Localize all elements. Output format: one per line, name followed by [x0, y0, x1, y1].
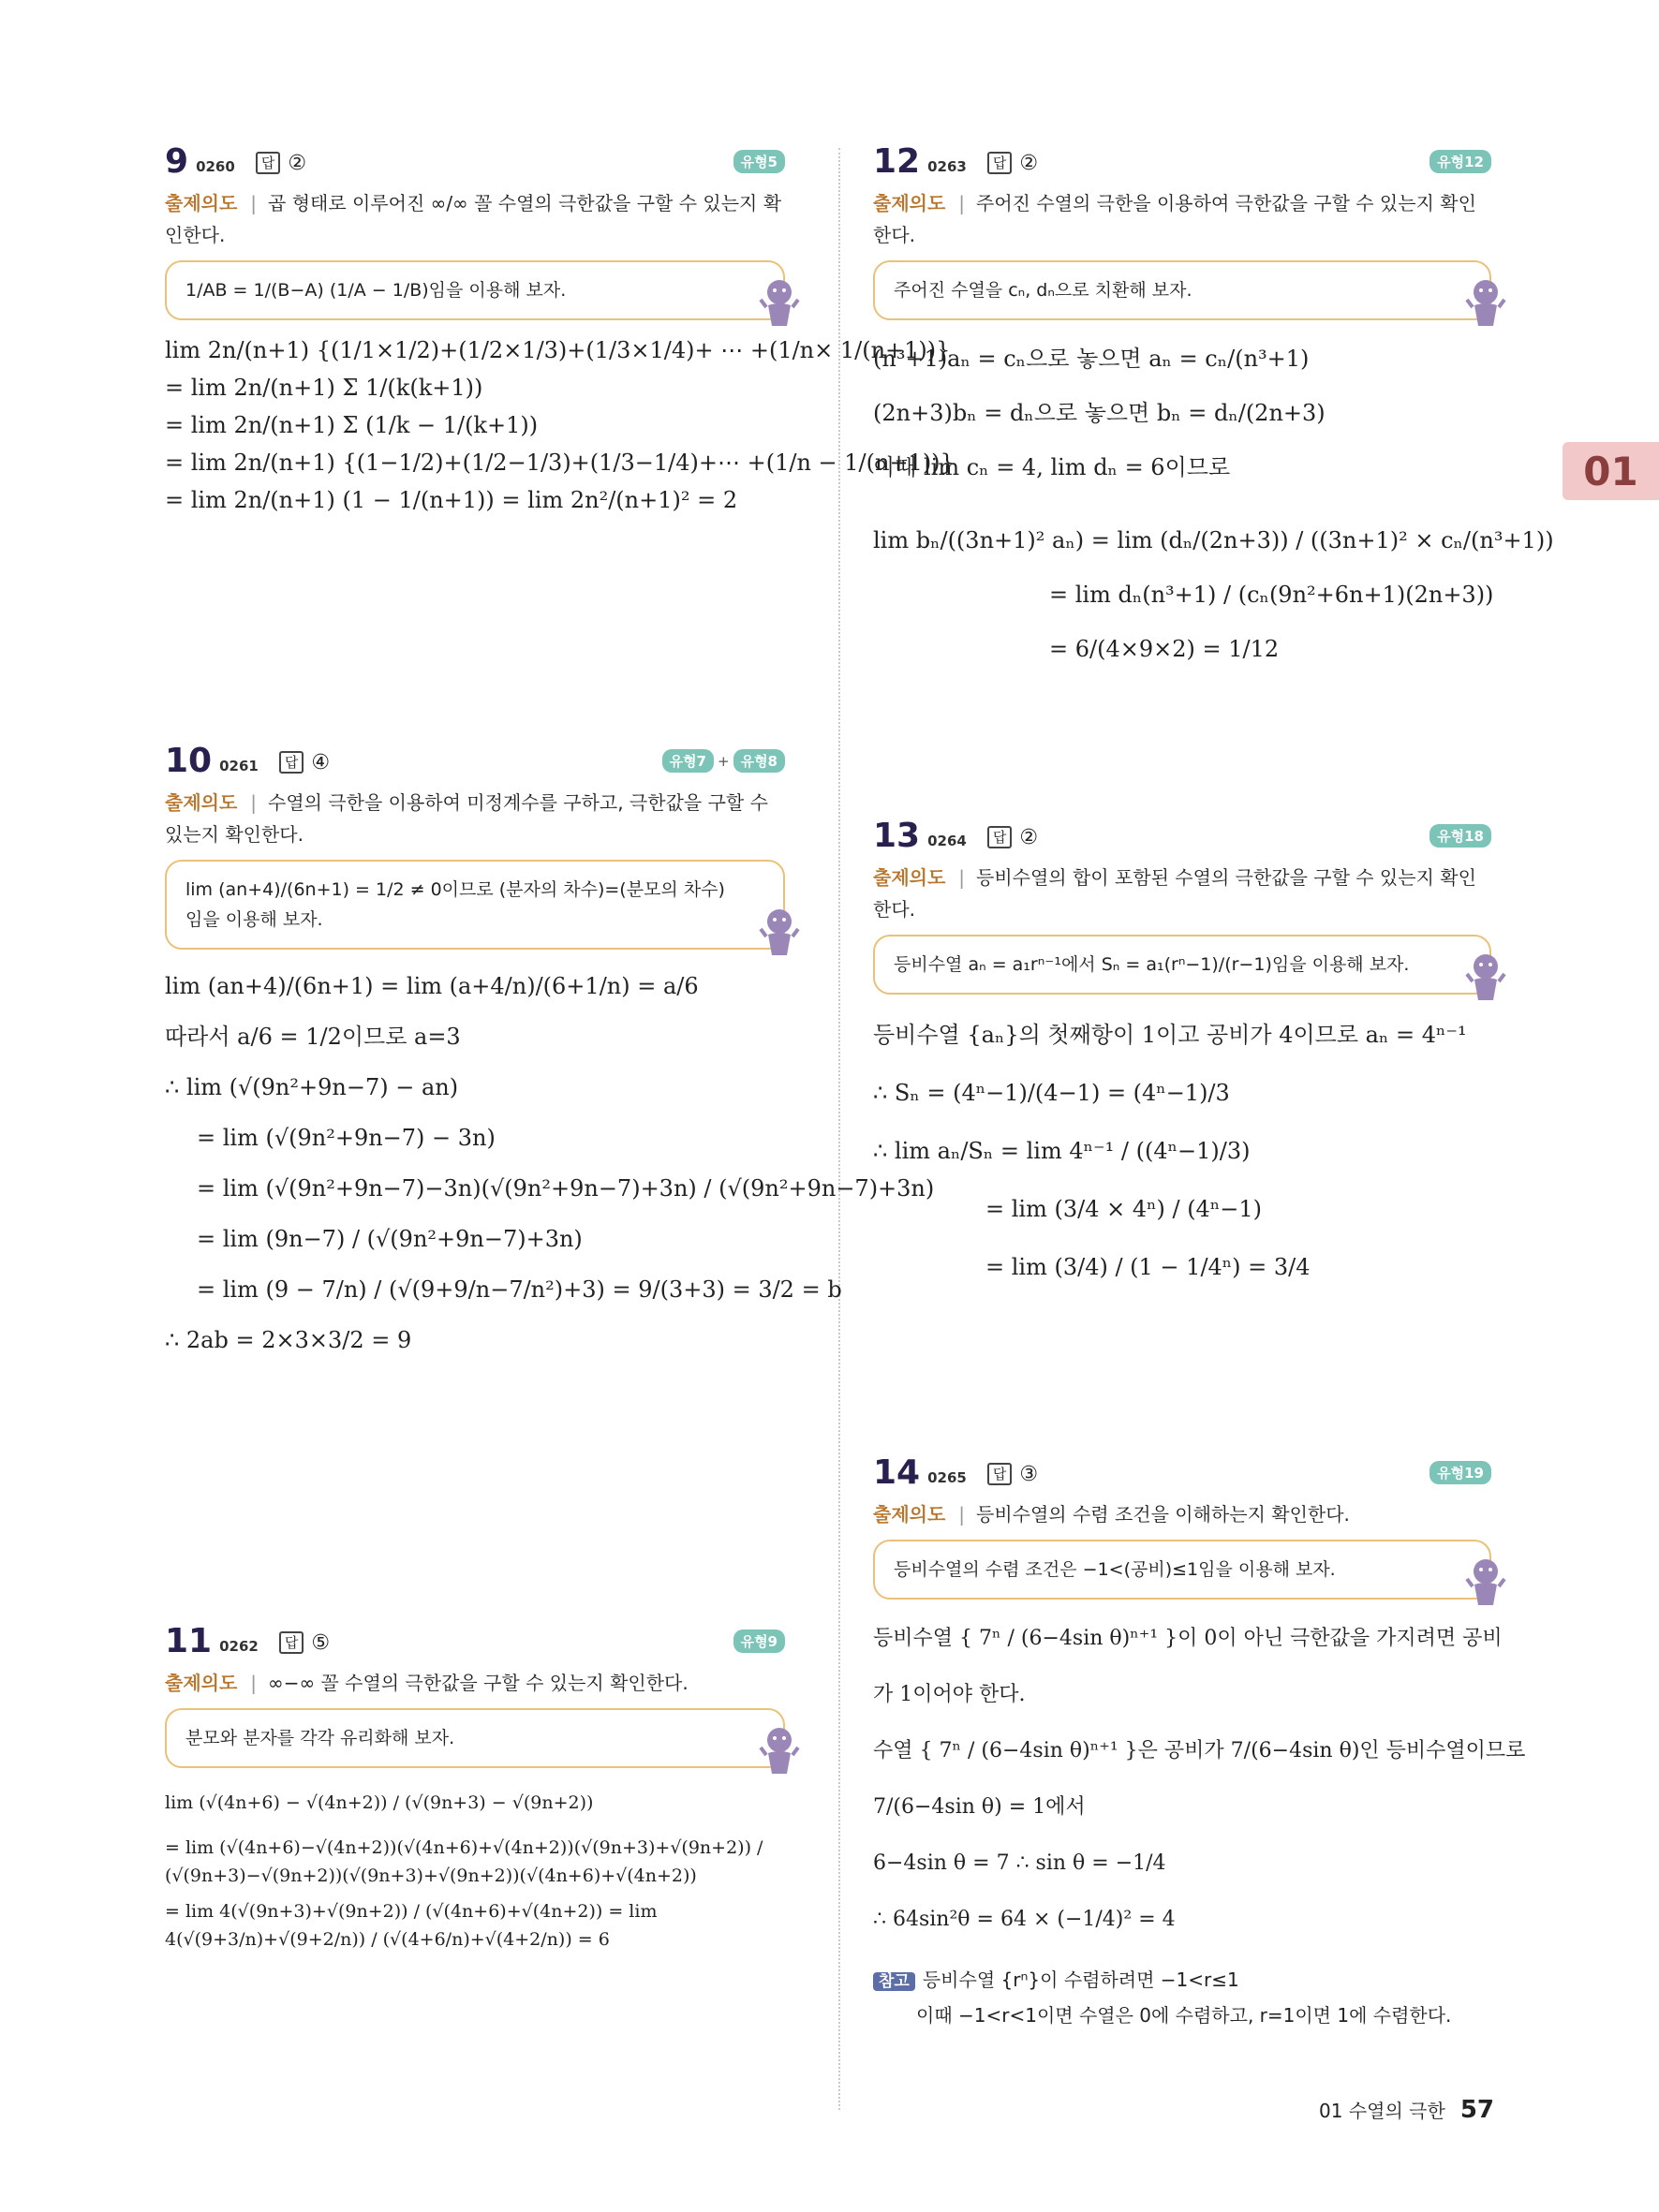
hint-text: 분모와 분자를 각각 유리화해 보자.	[185, 1728, 455, 1748]
problem-code: 0265	[927, 1469, 967, 1486]
problem-number: 12	[873, 141, 921, 181]
intent-label: 출제의도	[165, 1672, 238, 1694]
solution-line: = lim 2n/(n+1) {(1−1/2)+(1/2−1/3)+(1/3−1/4)+⋯ +(1/n − 1/(n+1))}	[165, 450, 955, 476]
solution-line: = lim dₙ(n³+1) / (cₙ(9n²+6n+1)(2n+3))	[1049, 582, 1494, 608]
solution-line: lim (√(4n+6) − √(4n+2)) / (√(9n+3) − √(9n+2))	[165, 1792, 594, 1813]
problem-code: 0262	[219, 1638, 259, 1655]
answer-label: 답	[987, 826, 1013, 848]
type-tag[interactable]: 유형19	[1429, 1461, 1491, 1484]
hint-text: lim (an+4)/(6n+1) = 1/2 ≠ 0이므로 (분자의 차수)=(분모의 차수)임을 이용해 보자.	[185, 879, 725, 930]
solution-line: = lim 2n/(n+1) Σ (1/k − 1/(k+1))	[165, 412, 539, 438]
solution-math	[165, 961, 935, 1365]
chapter-title: 01 수열의 극한	[1319, 2100, 1445, 2122]
solution-line: ∴ lim aₙ/Sₙ = lim 4ⁿ⁻¹ / ((4ⁿ−1)/3)	[873, 1138, 1251, 1164]
answer-value: ②	[1019, 825, 1039, 849]
note-label: 참고	[873, 1972, 915, 1991]
solution-line: lim 2n/(n+1) {(1/1×1/2)+(1/2×1/3)+(1/3×1/4)+ ⋯ +(1/n× 1/(n+1))}	[165, 337, 951, 363]
problem-header	[873, 140, 1491, 182]
intent-text: 곱 형태로 이루어진 ∞/∞ 꼴 수열의 극한값을 구할 수 있는지 확인한다.	[165, 192, 782, 246]
answer-box	[987, 152, 1038, 175]
solution-line: = lim 4(√(9n+3)+√(9n+2)) / (√(4n+6)+√(4n+2)) = lim 4(√(9+3/n)+√(9+2/n)) / (√(4+6/n)+√(4+2/n)) = 6	[165, 1901, 658, 1950]
chapter-side-tab[interactable]: 01	[1563, 442, 1659, 500]
problem-code: 0264	[927, 833, 967, 849]
problem-header	[165, 140, 785, 182]
problem-intent: 출제의도 | 수열의 극한을 이용하여 미정계수를 구하고, 극한값을 구할 수 있는지 확인한다.	[165, 791, 768, 846]
intent-text: ∞−∞ 꼴 수열의 극한값을 구할 수 있는지 확인한다.	[268, 1672, 689, 1694]
problem-header	[873, 815, 1491, 856]
type-tag[interactable]: 유형18	[1429, 824, 1491, 848]
answer-box	[987, 826, 1038, 849]
answer-value: ④	[311, 750, 331, 774]
intent-text: 수열의 극한을 이용하여 미정계수를 구하고, 극한값을 구할 수 있는지 확인한다.	[165, 791, 768, 846]
answer-value: ②	[1019, 151, 1039, 175]
solution-line: = lim (3/4) / (1 − 1/4ⁿ) = 3/4	[985, 1254, 1311, 1280]
problem-header	[165, 1620, 785, 1661]
solution-line: 따라서 a/6 = 1/2이므로 a=3	[165, 1024, 461, 1050]
answer-value: ⑤	[311, 1630, 331, 1655]
solution-line: (2n+3)bₙ = dₙ으로 놓으면 bₙ = dₙ/(2n+3)	[873, 400, 1326, 426]
problem-number: 14	[873, 1453, 921, 1492]
intent-label: 출제의도	[873, 192, 946, 214]
problem-number: 10	[165, 741, 213, 780]
mascot-icon	[759, 1725, 800, 1779]
solution-line: (n³+1)aₙ = cₙ으로 놓으면 aₙ = cₙ/(n³+1)	[873, 346, 1310, 372]
answer-value: ②	[288, 151, 307, 175]
intent-text: 등비수열의 수렴 조건을 이해하는지 확인한다.	[976, 1503, 1350, 1526]
solution-line: = lim (3/4 × 4ⁿ) / (4ⁿ−1)	[985, 1196, 1262, 1222]
hint-text: 등비수열의 수렴 조건은 −1<(공비)≤1임을 이용해 보자.	[894, 1559, 1336, 1580]
type-tags	[1429, 150, 1491, 173]
problem-13	[873, 815, 1491, 1296]
reference-note	[873, 1963, 1491, 2032]
solution-line: ∴ 64sin²θ = 64 × (−1/4)² = 4	[873, 1908, 1176, 1931]
column-divider	[838, 148, 840, 2110]
answer-box	[279, 751, 330, 774]
answer-value: ③	[1019, 1462, 1039, 1486]
problem-11	[165, 1620, 785, 1954]
type-tag[interactable]: 유형12	[1429, 150, 1491, 173]
solution-math	[873, 332, 1554, 676]
type-tag[interactable]: 유형9	[733, 1630, 785, 1653]
answer-box	[279, 1631, 330, 1655]
problem-intent: 출제의도 | 주어진 수열의 극한을 이용하여 극한값을 구할 수 있는지 확인한다.	[873, 192, 1476, 246]
problem-14	[873, 1452, 1526, 2032]
hint-text: 등비수열 aₙ = a₁rⁿ⁻¹에서 Sₙ = a₁(rⁿ−1)/(r−1)임을 이용해 보자.	[894, 954, 1410, 975]
mascot-icon	[1465, 277, 1506, 332]
hint-text: 1/AB = 1/(B−A) (1/A − 1/B)임을 이용해 보자.	[185, 280, 567, 301]
intent-label: 출제의도	[873, 1503, 946, 1526]
problem-code: 0263	[927, 158, 967, 175]
type-tags	[662, 749, 785, 773]
page-footer	[1319, 2096, 1494, 2124]
solution-line: = 6/(4×9×2) = 1/12	[1049, 636, 1280, 662]
type-tag[interactable]: 유형8	[733, 749, 785, 773]
problem-number: 9	[165, 141, 189, 181]
solution-line: 가 1이어야 한다.	[873, 1683, 1026, 1706]
problem-intent: 출제의도 | ∞−∞ 꼴 수열의 극한값을 구할 수 있는지 확인한다.	[165, 1672, 689, 1694]
solution-math	[873, 1006, 1491, 1296]
solution-line: = lim (9 − 7/n) / (√(9+9/n−7/n²)+3) = 9/(3+3) = 3/2 = b	[197, 1276, 842, 1303]
solution-line: = lim (√(4n+6)−√(4n+2))(√(4n+6)+√(4n+2))(√(9n+3)+√(9n+2)) / (√(9n+3)−√(9n+2))(√(9n+3)+√(9n+2))(√(4n+6)+√(4n+2))	[165, 1837, 763, 1886]
problem-header	[873, 1452, 1491, 1493]
solution-line: lim bₙ/((3n+1)² aₙ) = lim (dₙ/(2n+3)) / ((3n+1)² × cₙ/(n³+1))	[873, 527, 1554, 553]
intent-label: 출제의도	[165, 791, 238, 814]
solution-line: ∴ lim (√(9n²+9n−7) − an)	[165, 1074, 459, 1100]
hint-box	[873, 1540, 1491, 1600]
mascot-icon	[1465, 1556, 1506, 1611]
type-tags	[733, 1630, 785, 1653]
solution-line: 이때 lim cₙ = 4, lim dₙ = 6이므로	[873, 454, 1231, 480]
problem-code: 0261	[219, 758, 259, 774]
problem-intent: 출제의도 | 등비수열의 수렴 조건을 이해하는지 확인한다.	[873, 1503, 1350, 1526]
problem-code: 0260	[196, 158, 235, 175]
answer-label: 답	[256, 152, 281, 174]
hint-box	[165, 260, 785, 320]
type-tag[interactable]: 유형7	[662, 749, 714, 773]
hint-box	[165, 1708, 785, 1768]
solution-math	[165, 1779, 785, 1954]
solution-line: ∴ 2ab = 2×3×3/2 = 9	[165, 1327, 412, 1353]
solution-line: 등비수열 { 7ⁿ / (6−4sin θ)ⁿ⁺¹ }이 0이 아닌 극한값을 가지려면 공비	[873, 1627, 1503, 1650]
solution-line: = lim 2n/(n+1) (1 − 1/(n+1)) = lim 2n²/(n+1)² = 2	[165, 487, 738, 513]
answer-label: 답	[279, 751, 304, 774]
problem-intent: 출제의도 | 등비수열의 합이 포함된 수열의 극한값을 구할 수 있는지 확인한다.	[873, 866, 1476, 921]
solution-math	[165, 332, 955, 519]
solution-line: 등비수열 {aₙ}의 첫째항이 1이고 공비가 4이므로 aₙ = 4ⁿ⁻¹	[873, 1022, 1467, 1048]
solution-math	[873, 1611, 1526, 1948]
solution-line: = lim 2n/(n+1) Σ 1/(k(k+1))	[165, 375, 483, 401]
solution-line: = lim (√(9n²+9n−7) − 3n)	[197, 1125, 496, 1151]
mascot-icon	[759, 907, 800, 961]
answer-label: 답	[987, 1463, 1013, 1485]
answer-label: 답	[987, 152, 1013, 174]
answer-box	[256, 152, 306, 175]
solution-line: = lim (9n−7) / (√(9n²+9n−7)+3n)	[197, 1226, 583, 1252]
solution-line: lim (an+4)/(6n+1) = lim (a+4/n)/(6+1/n) = a/6	[165, 973, 699, 999]
hint-box	[165, 860, 785, 950]
page-number: 57	[1459, 2096, 1494, 2124]
mascot-icon	[1465, 951, 1506, 1006]
type-tag[interactable]: 유형5	[733, 150, 785, 173]
intent-label: 출제의도	[873, 866, 946, 889]
answer-label: 답	[279, 1631, 304, 1654]
type-tags	[1429, 1461, 1491, 1484]
intent-text: 등비수열의 합이 포함된 수열의 극한값을 구할 수 있는지 확인한다.	[873, 866, 1476, 921]
intent-label: 출제의도	[165, 192, 238, 214]
solution-line: ∴ Sₙ = (4ⁿ−1)/(4−1) = (4ⁿ−1)/3	[873, 1080, 1230, 1106]
type-tags	[733, 150, 785, 173]
hint-box	[873, 260, 1491, 320]
problem-number: 13	[873, 816, 921, 855]
problem-number: 11	[165, 1621, 213, 1660]
note-line: 등비수열 {rⁿ}이 수렴하려면 −1<r≤1	[922, 1969, 1239, 1991]
tag-plus: +	[718, 752, 730, 770]
solution-line: 6−4sin θ = 7 ∴ sin θ = −1/4	[873, 1851, 1166, 1875]
solution-line: 7/(6−4sin θ) = 1에서	[873, 1795, 1086, 1819]
type-tags	[1429, 824, 1491, 848]
solution-line: = lim (√(9n²+9n−7)−3n)(√(9n²+9n−7)+3n) / (√(9n²+9n−7)+3n)	[197, 1175, 935, 1202]
hint-text: 주어진 수열을 cₙ, dₙ으로 치환해 보자.	[894, 280, 1192, 301]
problem-12	[873, 140, 1554, 676]
answer-box	[987, 1463, 1038, 1486]
mascot-icon	[759, 277, 800, 332]
problem-intent: 출제의도 | 곱 형태로 이루어진 ∞/∞ 꼴 수열의 극한값을 구할 수 있는지 확인한다.	[165, 192, 782, 246]
note-line: 이때 −1<r<1이면 수열은 0에 수렴하고, r=1이면 1에 수렴한다.	[916, 2004, 1452, 2027]
intent-text: 주어진 수열의 극한을 이용하여 극한값을 구할 수 있는지 확인한다.	[873, 192, 1476, 246]
problem-header	[165, 740, 785, 781]
hint-box	[873, 935, 1491, 995]
solution-line: 수열 { 7ⁿ / (6−4sin θ)ⁿ⁺¹ }은 공비가 7/(6−4sin θ)인 등비수열이므로	[873, 1739, 1526, 1762]
